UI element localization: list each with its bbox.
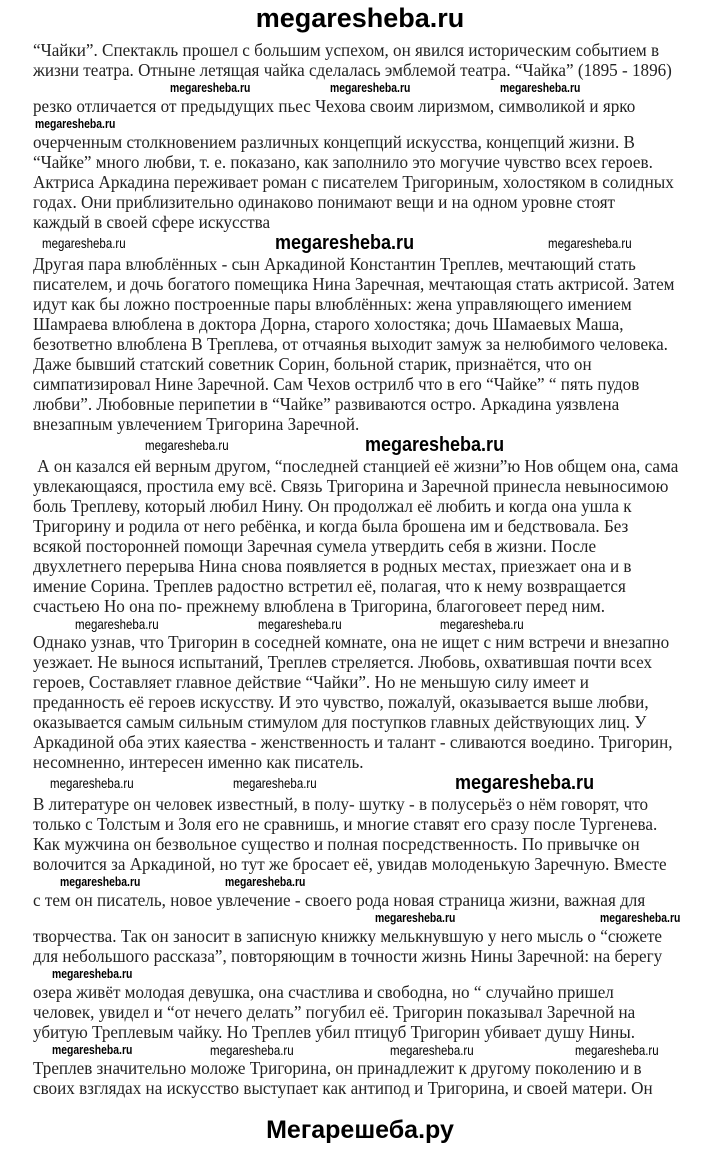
- text-line: Даже бывший статский советник Сорин, больной старик, признаётся, что он: [33, 354, 592, 374]
- text-line: всякой посторонней помощи Заречная сумела утвердить себя в жизни. После: [33, 536, 597, 556]
- text-line: оказывается самым сильным стимулом для поступков главных действующих лиц. У: [33, 712, 647, 732]
- text-line: каждый в своей сфере искусства: [33, 212, 271, 232]
- watermark: megaresheba.ru: [233, 775, 317, 791]
- text-line: любви”. Любовные перипетии в “Чайке” развиваются остро. Аркадина уязвлена: [33, 394, 620, 414]
- text-line: идут как бы ложно построенные пары влюблённых: жена управляющего имением: [33, 294, 632, 314]
- text-line: А он казался ей верным другом, “последней станцией её жизни”ю Нов общем она, сама: [33, 456, 679, 476]
- text-line: Однако узнав, что Тригорин в соседней комнате, она не ищет с ним встречи и внезапно: [33, 632, 670, 652]
- text-line: для небольшого рассказа”, повторяющим в точности жизнь Нины Заречной: на берегу: [33, 946, 663, 966]
- text-line: боль Треплеву, который любил Нину. Он продолжал её любить и когда она ушла к: [33, 496, 632, 516]
- text-line: двухлетнего перерыва Нина снова появляется в родных местах, приезжает она и в: [33, 556, 632, 576]
- text-line: жизни театра. Отныне летящая чайка сделалась эмблемой театра. “Чайка” (1895 - 1896): [33, 60, 672, 80]
- watermark: megaresheba.ru: [548, 235, 632, 251]
- text-line: Тригорину и родила от него ребёнка, и когда была брошена им и бедствовала. Без: [33, 516, 629, 536]
- text-line: озера живёт молодая девушка, она счастлива и свободна, но “ случайно пришел: [33, 982, 614, 1002]
- watermark: megaresheba.ru: [145, 437, 229, 453]
- watermark: megaresheba.ru: [375, 910, 456, 925]
- watermark: megaresheba.ru: [500, 80, 581, 95]
- watermark: megaresheba.ru: [225, 874, 306, 889]
- text-line: только с Толстым и Золя его не сравнишь, и многие ставят его сразу после Тургенева.: [33, 814, 658, 834]
- watermark: megaresheba.ru: [52, 966, 133, 981]
- text-line: имение Сорина. Треплев радостно встретил её, полагая, что к нему возвращается: [33, 576, 626, 596]
- text-line: Треплев значительно моложе Тригорина, он принадлежит к другому поколению и в: [33, 1058, 642, 1078]
- watermark: megaresheba.ru: [258, 616, 342, 632]
- watermark: megaresheba.ru: [600, 910, 681, 925]
- watermark: megaresheba.ru: [50, 775, 134, 791]
- watermark: megaresheba.ru: [52, 1042, 133, 1057]
- text-line: волочится за Аркадиной, но тут же бросает её, увидав молоденькую Заречную. Вместе: [33, 854, 667, 874]
- text-line: Как мужчина он безвольное существо и полная посредственность. По привычке он: [33, 834, 640, 854]
- text-line: Шамраева влюблена в доктора Дорна, старого холостяка; дочь Шамаевых Маша,: [33, 314, 624, 334]
- site-title-header: megaresheba.ru: [255, 3, 465, 33]
- watermark: megaresheba.ru: [75, 616, 159, 632]
- text-line: Другая пара влюблённых - сын Аркадиной Константин Треплев, мечтающий стать: [33, 254, 636, 274]
- text-line: очерченным столкновением различных концепций искусства, концепций жизни. В: [33, 132, 635, 152]
- text-line: безответно влюблена В Треплева, от отчаянья выходит замуж за нелюбимого человека.: [33, 334, 668, 354]
- watermark: megaresheba.ru: [330, 80, 411, 95]
- watermark: megaresheba.ru: [365, 434, 505, 456]
- watermark: megaresheba.ru: [390, 1042, 474, 1058]
- watermark: megaresheba.ru: [210, 1042, 294, 1058]
- text-line: симпатизировал Нине Заречной. Сам Чехов острилб что в его “Чайке” “ пять пудов: [33, 374, 640, 394]
- text-line: “Чайки”. Спектакль прошел с большим успехом, он явился историческим событием в: [33, 40, 660, 60]
- watermark: megaresheba.ru: [42, 235, 126, 251]
- text-line: Актриса Аркадина переживает роман с писателем Тригориным, холостяком в солидных: [33, 172, 674, 192]
- text-line: уезжает. Не вынося испытаний, Треплев стреляется. Любовь, охватившая почти всех: [33, 652, 652, 672]
- watermark: megaresheba.ru: [440, 616, 524, 632]
- text-line: Аркадиной оба этих каяества - женственность и талант - сливаются воедино. Тригорин,: [33, 732, 673, 752]
- site-title-footer: Мегарешеба.ру: [266, 1116, 454, 1144]
- text-line: “Чайке” много любви, т. е. показано, как заполнило это могучие чувство всех героев.: [33, 152, 653, 172]
- text-line: героев, Составляет главное действие “Чайки”. Но не меньшую силу имеет и: [33, 672, 589, 692]
- text-line: годах. Они приблизительно одинаково понимают вещи и на одном уровне стоят: [33, 192, 616, 212]
- text-line: с тем он писатель, новое увлечение - своего рода новая страница жизни, важная для: [33, 890, 646, 910]
- text-line: увлекающаяся, простила ему всё. Связь Тригорина и Заречной принесла невыносимою: [33, 476, 669, 496]
- text-line: убитую Треплевым чайку. Но Треплев убил птицуб Тригорин убивает душу Нины.: [33, 1022, 636, 1042]
- text-line: писателем, и дочь богатого помещика Нина Заречная, мечтающая стать актрисой. Затем: [33, 274, 675, 294]
- text-line: своих взглядах на искусство выступает как антипод и Тригорина, и своей матери. Он: [33, 1078, 653, 1098]
- text-line: преданность её героев искусству. И это чувство, пожалуй, оказывается выше любви,: [33, 692, 649, 712]
- watermark: megaresheba.ru: [60, 874, 141, 889]
- text-line: творчества. Так он заносит в записную книжку мелькнувшую у него мысль о “сюжете: [33, 926, 663, 946]
- text-line: резко отличается от предыдущих пьес Чехова своим лиризмом, символикой и ярко: [33, 96, 636, 116]
- watermark: megaresheba.ru: [35, 116, 116, 131]
- watermark: megaresheba.ru: [275, 232, 415, 254]
- text-line: несомненно, интересен именно как писатель.: [33, 752, 364, 772]
- text-line: В литературе он человек известный, в полу- шутку - в полусерьёз о нём говорят, что: [33, 794, 649, 814]
- watermark: megaresheba.ru: [170, 80, 251, 95]
- text-line: человек, увидел и “от нечего делать” погубил её. Тригорин показывал Заречной на: [33, 1002, 636, 1022]
- watermark: megaresheba.ru: [575, 1042, 659, 1058]
- text-line: внезапным увлечением Тригорина Заречной.: [33, 414, 360, 434]
- watermark: megaresheba.ru: [455, 772, 595, 794]
- text-line: счастьею Но она по- прежнему влюблена в Тригорина, благоговеет перед ним.: [33, 596, 606, 616]
